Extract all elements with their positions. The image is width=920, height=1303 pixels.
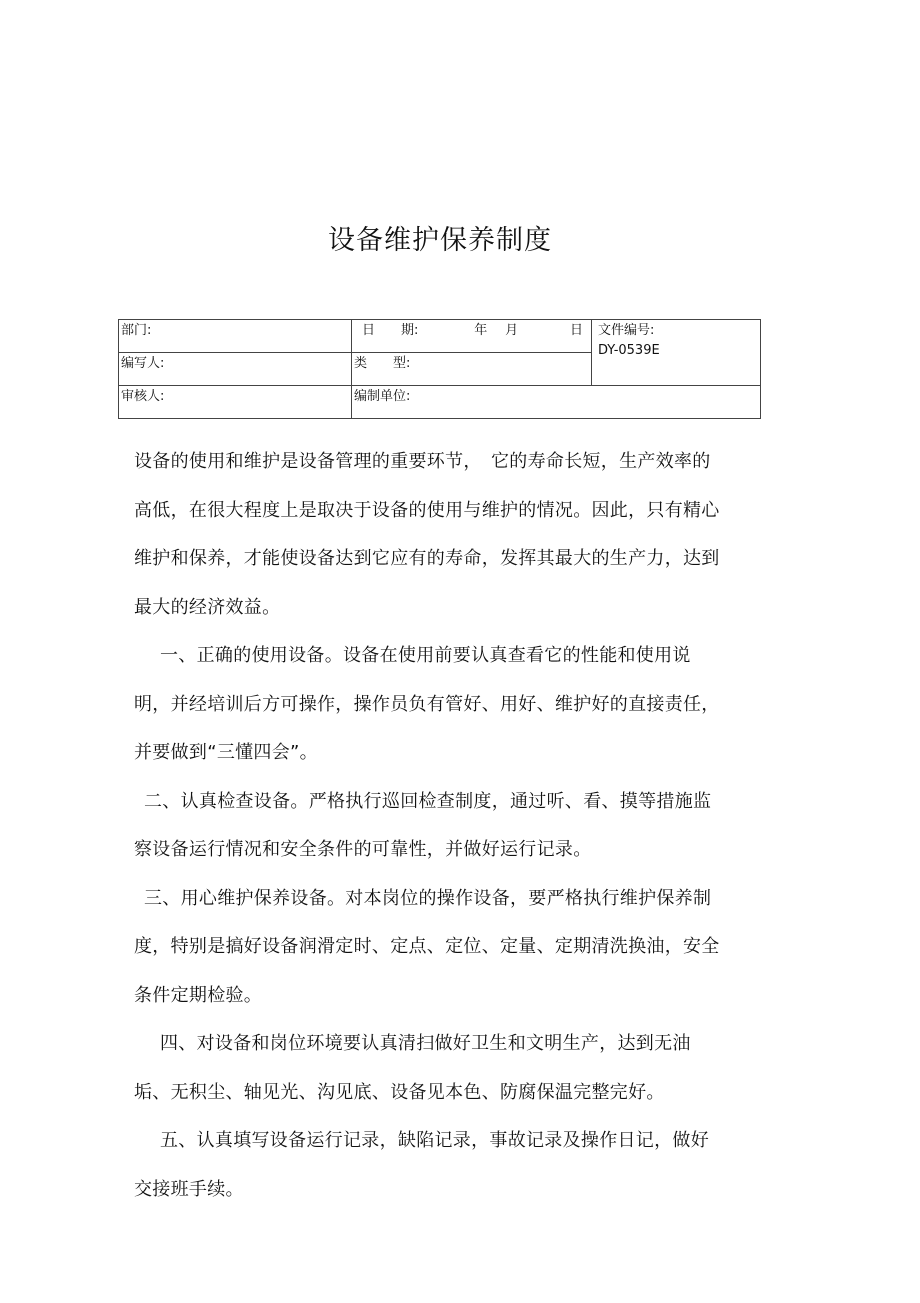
item-4-paragraph: 四、对设备和岗位环境要认真清扫做好卫生和文明生产，达到无油垢、无积尘、轴见光、沟见底、设备见本色、防腐保温完整完好。 (134, 1033, 691, 1103)
file-number-value: DY-0539E (598, 343, 660, 358)
item-2-paragraph: 二、认真检查设备。严格执行巡回检查制度，通过听、看、摸等措施监察设备运行情况和安全条件的可靠性，并做好运行记录。 (134, 790, 712, 860)
type-cell (352, 353, 592, 386)
unit-label: 编制单位: (354, 389, 411, 404)
intro-paragraph: 设备的使用和维护是设备管理的重要环节， 它的寿命长短，生产效率的高低，在很大程度上是取决于设备的使用与维护的情况。因此，只有精心维护和保养，才能使设备达到它应有的寿命，发挥其最大的生产力，达到最大的经济效益。 (134, 451, 720, 618)
document-title: 设备维护保养制度 (328, 225, 552, 256)
item-3-paragraph: 三、用心维护保养设备。对本岗位的操作设备，要严格执行维护保养制度，特别是搞好设备润滑定时、定点、定位、定量、定期清洗换油，安全条件定期检验。 (134, 887, 720, 1006)
file-number-label: 文件编号: (598, 323, 655, 338)
file-number-cell (592, 320, 761, 386)
date-month: 月 (505, 323, 519, 338)
item-1-paragraph: 一、正确的使用设备。设备在使用前要认真查看它的性能和使用说明，并经培训后方可操作，操作员负有管好、用好、维护好的直接责任，并要做到“三懂四会”。 (134, 645, 720, 763)
reviewer-label: 审核人: (121, 389, 165, 404)
department-cell (119, 320, 352, 353)
department-label: 部门: (121, 323, 152, 338)
unit-cell (352, 386, 761, 419)
header-info-table (118, 319, 761, 419)
reviewer-cell (119, 386, 352, 419)
date-year: 年 (474, 323, 488, 338)
document-body (134, 438, 724, 1214)
type-label: 类 型: (354, 356, 411, 371)
date-cell (352, 320, 592, 353)
writer-cell (119, 353, 352, 386)
writer-label: 编写人: (121, 356, 165, 371)
item-5-paragraph: 五、认真填写设备运行记录，缺陷记录，事故记录及操作日记，做好交接班手续。 (134, 1130, 709, 1200)
date-label: 日 期: (362, 323, 419, 338)
date-day: 日 (569, 323, 583, 338)
